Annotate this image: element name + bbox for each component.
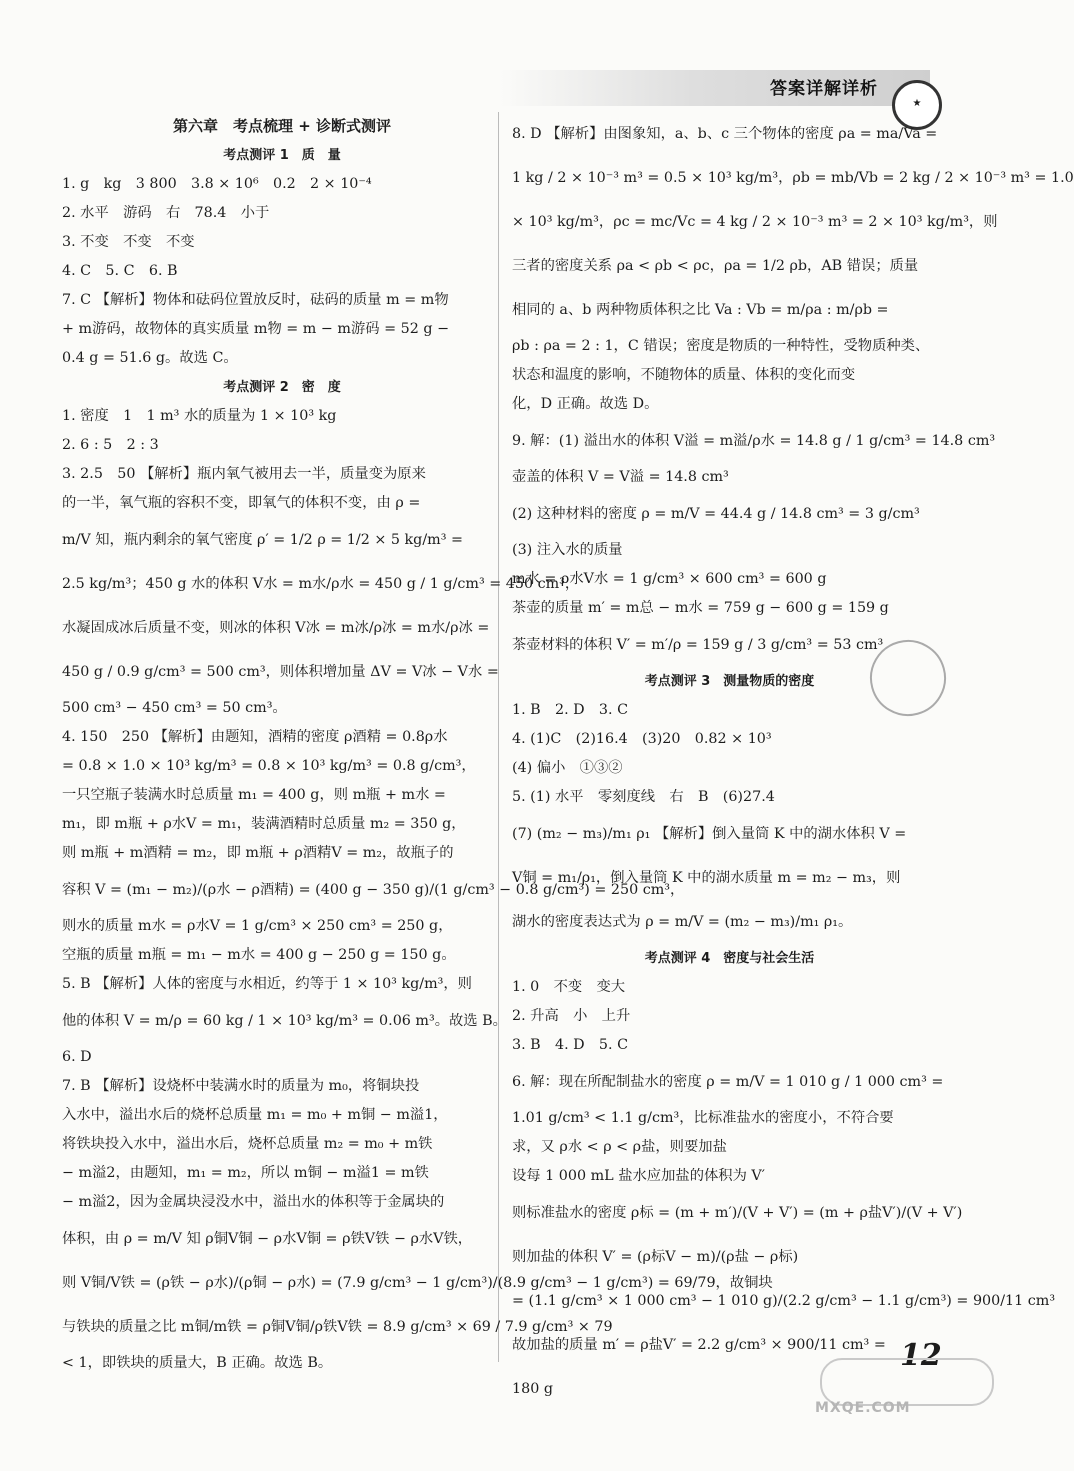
answer-line: 5. B 【解析】人体的密度与水相近，约等于 1 × 10³ kg/m³，则 bbox=[62, 976, 472, 992]
answer-line: 求，又 ρ水 < ρ < ρ盐，则要加盐 bbox=[512, 1139, 727, 1155]
answer-line: 6. 解：现在所配制盐水的密度 ρ = m/V = 1 010 g / 1 000 cm³ = bbox=[512, 1074, 944, 1090]
section-heading: 考点测评 2 密 度 bbox=[223, 380, 341, 395]
answer-line: 5. (1) 水平 零刻度线 右 B (6)27.4 bbox=[512, 789, 775, 805]
answer-line: = (1.1 g/cm³ × 1 000 cm³ − 1 010 g)/(2.2 g/cm³ − 1.1 g/cm³) = 900/11 cm³ bbox=[512, 1293, 1056, 1309]
answer-line: 1.01 g/cm³ < 1.1 g/cm³，比标准盐水的密度小，不符合要 bbox=[512, 1110, 894, 1126]
answer-line: 相同的 a、b 两种物质体积之比 Va : Vb = m/ρa : m/ρb = bbox=[512, 302, 889, 318]
answer-line: + m游码，故物体的真实质量 m物 = m − m游码 = 52 g − bbox=[62, 321, 450, 337]
answer-line: = 0.8 × 1.0 × 10³ kg/m³ = 0.8 × 10³ kg/m³ = 0.8 g/cm³， bbox=[62, 758, 476, 774]
answer-line: 3. 不变 不变 不变 bbox=[62, 234, 195, 250]
answer-line: 则 m瓶 + m酒精 = m₂，即 m瓶 + ρ酒精V = m₂，故瓶子的 bbox=[62, 845, 454, 861]
answer-line: (3) 注入水的质量 bbox=[512, 542, 623, 558]
page-number: 12 bbox=[900, 1338, 942, 1373]
answer-line: 容积 V = (m₁ − m₂)/(ρ水 − ρ酒精) = (400 g − 350 g)/(1 g/cm³ − 0.8 g/cm³) = 250 cm³， bbox=[62, 882, 685, 898]
answer-line: 入水中，溢出水后的烧杯总质量 m₁ = m₀ + m铜 − m溢1， bbox=[62, 1107, 448, 1123]
chapter-heading: 第六章 考点梳理 + 诊断式测评 bbox=[172, 117, 391, 135]
answer-line: (2) 这种材料的密度 ρ = m/V = 44.4 g / 14.8 cm³ = 3 g/cm³ bbox=[512, 506, 920, 522]
answer-line: 8. D 【解析】由图象知，a、b、c 三个物体的密度 ρa = ma/Va = bbox=[512, 126, 938, 142]
answer-line: m/V 知，瓶内剩余的氧气密度 ρ′ = 1/2 ρ = 1/2 × 5 kg/m³ = bbox=[62, 532, 463, 548]
answer-line: (7) (m₂ − m₃)/m₁ ρ₁ 【解析】倒入量筒 K 中的湖水体积 V = bbox=[512, 826, 907, 842]
answer-line: 1. 密度 1 1 m³ 水的质量为 1 × 10³ kg bbox=[62, 408, 337, 424]
watermark-text: MXQE.COM bbox=[815, 1400, 911, 1416]
answer-line: 0.4 g = 51.6 g。故选 C。 bbox=[62, 350, 238, 366]
answer-line: 体积，由 ρ = m/V 知 ρ铜V铜 − ρ水V铜 = ρ铁V铁 − ρ水V铁， bbox=[62, 1231, 473, 1247]
answer-line: 4. C 5. C 6. B bbox=[62, 263, 178, 279]
answer-line: 茶壶的质量 m′ = m总 − m水 = 759 g − 600 g = 159 g bbox=[512, 600, 889, 616]
answer-line: 180 g bbox=[512, 1381, 553, 1397]
section-heading: 考点测评 1 质 量 bbox=[223, 148, 341, 163]
right-column bbox=[512, 112, 1074, 1411]
answer-line: 则水的质量 m水 = ρ水V = 1 g/cm³ × 250 cm³ = 250 g， bbox=[62, 918, 453, 934]
answer-line: 设每 1 000 mL 盐水应加盐的体积为 V′ bbox=[512, 1168, 765, 1184]
answer-line: 他的体积 V = m/ρ = 60 kg / 1 × 10³ kg/m³ = 0.06 m³。故选 B。 bbox=[62, 1013, 507, 1029]
answer-line: m₁，即 m瓶 + ρ水V = m₁，装满酒精时总质量 m₂ = 350 g， bbox=[62, 816, 466, 832]
answer-line: − m溢2，由题知，m₁ = m₂，所以 m铜 − m溢1 = m铁 bbox=[62, 1165, 429, 1181]
answer-line: < 1，即铁块的质量大，B 正确。故选 B。 bbox=[62, 1355, 333, 1371]
answer-line: 2. 水平 游码 右 78.4 小于 bbox=[62, 205, 270, 221]
answer-line: 3. 2.5 50 【解析】瓶内氧气被用去一半，质量变为原来 bbox=[62, 466, 426, 482]
answer-line: (4) 偏小 ①③② bbox=[512, 760, 623, 776]
section-heading: 考点测评 3 测量物质的密度 bbox=[644, 674, 815, 689]
answer-line: 3. B 4. D 5. C bbox=[512, 1037, 629, 1053]
answer-line: 状态和温度的影响，不随物体的质量、体积的变化而变 bbox=[512, 367, 856, 383]
answer-line: 4. 150 250 【解析】由题知，酒精的密度 ρ酒精 = 0.8ρ水 bbox=[62, 729, 448, 745]
answer-line: − m溢2，因为金属块浸没水中，溢出水的体积等于金属块的 bbox=[62, 1194, 445, 1210]
answer-line: 1. 0 不变 变大 bbox=[512, 979, 626, 995]
answer-line: 则加盐的体积 V′ = (ρ标V − m)/(ρ盐 − ρ标) bbox=[512, 1249, 799, 1265]
answer-line: 1. B 2. D 3. C bbox=[512, 702, 629, 718]
answer-line: 2. 6 : 5 2 : 3 bbox=[62, 437, 159, 453]
answer-line: 故加盐的质量 m′ = ρ盐V′ = 2.2 g/cm³ × 900/11 cm³ = bbox=[512, 1337, 886, 1353]
answer-line: 1. g kg 3 800 3.8 × 10⁶ 0.2 2 × 10⁻⁴ bbox=[62, 176, 372, 192]
answer-line: 7. C 【解析】物体和砝码位置放反时，砝码的质量 m = m物 bbox=[62, 292, 449, 308]
answer-line: 则 V铜/V铁 = (ρ铁 − ρ水)/(ρ铜 − ρ水) = (7.9 g/cm³ − 1 g/cm³)/(8.9 g/cm³ − 1 g/cm³) = 69/79，故铜块 bbox=[62, 1275, 773, 1291]
answer-line: 将铁块投入水中，溢出水后，烧杯总质量 m₂ = m₀ + m铁 bbox=[62, 1136, 433, 1152]
answer-line: 2.5 kg/m³；450 g 水的体积 V水 = m水/ρ水 = 450 g / 1 g/cm³ = 450 cm³， bbox=[62, 576, 580, 592]
answer-line: 6. D bbox=[62, 1049, 92, 1065]
answer-line: 7. B 【解析】设烧杯中装满水时的质量为 m₀，将铜块投 bbox=[62, 1078, 420, 1094]
answer-line: 三者的密度关系 ρa < ρb < ρc，ρa = 1/2 ρb，AB 错误；质量 bbox=[512, 258, 919, 274]
answer-line: 湖水的密度表达式为 ρ = m/V = (m₂ − m₃)/m₁ ρ₁。 bbox=[512, 914, 853, 930]
answer-line: 则标准盐水的密度 ρ标 = (m + m′)/(V + V′) = (m + ρ盐V′)/(V + V′) bbox=[512, 1205, 963, 1221]
answer-line: 与铁块的质量之比 m铜/m铁 = ρ铜V铜/ρ铁V铁 = 8.9 g/cm³ × 69 / 7.9 g/cm³ × 79 bbox=[62, 1319, 613, 1335]
answer-line: × 10³ kg/m³，ρc = mc/Vc = 4 kg / 2 × 10⁻³ m³ = 2 × 10³ kg/m³，则 bbox=[512, 214, 998, 230]
answer-line: 的一半，氧气瓶的容积不变，即氧气的体积不变，由 ρ = bbox=[62, 495, 421, 511]
answer-line: 500 cm³ − 450 cm³ = 50 cm³。 bbox=[62, 700, 287, 716]
answer-line: 化，D 正确。故选 D。 bbox=[512, 396, 659, 412]
answer-line: 450 g / 0.9 g/cm³ = 500 cm³，则体积增加量 ΔV = V冰 − V水 = bbox=[62, 664, 499, 680]
watermark-logo-icon bbox=[820, 1358, 994, 1406]
answer-line: 9. 解：(1) 溢出水的体积 V溢 = m溢/ρ水 = 14.8 g / 1 g/cm³ = 14.8 cm³ bbox=[512, 433, 996, 449]
answer-line: 茶壶材料的体积 V′ = m′/ρ = 159 g / 3 g/cm³ = 53 cm³ bbox=[512, 637, 884, 653]
answer-line: 空瓶的质量 m瓶 = m₁ − m水 = 400 g − 250 g = 150 g。 bbox=[62, 947, 456, 963]
answer-line: 4. (1)C (2)16.4 (3)20 0.82 × 10³ bbox=[512, 731, 772, 747]
answer-line: m水 = ρ水V水 = 1 g/cm³ × 600 cm³ = 600 g bbox=[512, 571, 827, 587]
answer-line: 一只空瓶子装满水时总质量 m₁ = 400 g，则 m瓶 + m水 = bbox=[62, 787, 446, 803]
answer-line: 1 kg / 2 × 10⁻³ m³ = 0.5 × 10³ kg/m³，ρb = mb/Vb = 2 kg / 2 × 10⁻³ m³ = 1.0 bbox=[512, 170, 1074, 186]
header-title: 答案详解详析 bbox=[770, 79, 878, 99]
answer-line: ρb : ρa = 2 : 1，C 错误；密度是物质的一种特性，受物质种类、 bbox=[512, 338, 930, 354]
answer-line: 壶盖的体积 V = V溢 = 14.8 cm³ bbox=[512, 469, 729, 485]
brand-logo-icon: ★ bbox=[892, 80, 942, 130]
answer-line: V铜 = m₁/ρ₁，倒入量筒 K 中的湖水质量 m = m₂ − m₃，则 bbox=[512, 870, 901, 886]
answer-line: 水凝固成冰后质量不变，则冰的体积 V冰 = m冰/ρ冰 = m水/ρ冰 = bbox=[62, 620, 490, 636]
section-heading: 考点测评 4 密度与社会生活 bbox=[644, 951, 815, 966]
answer-line: 2. 升高 小 上升 bbox=[512, 1008, 631, 1024]
